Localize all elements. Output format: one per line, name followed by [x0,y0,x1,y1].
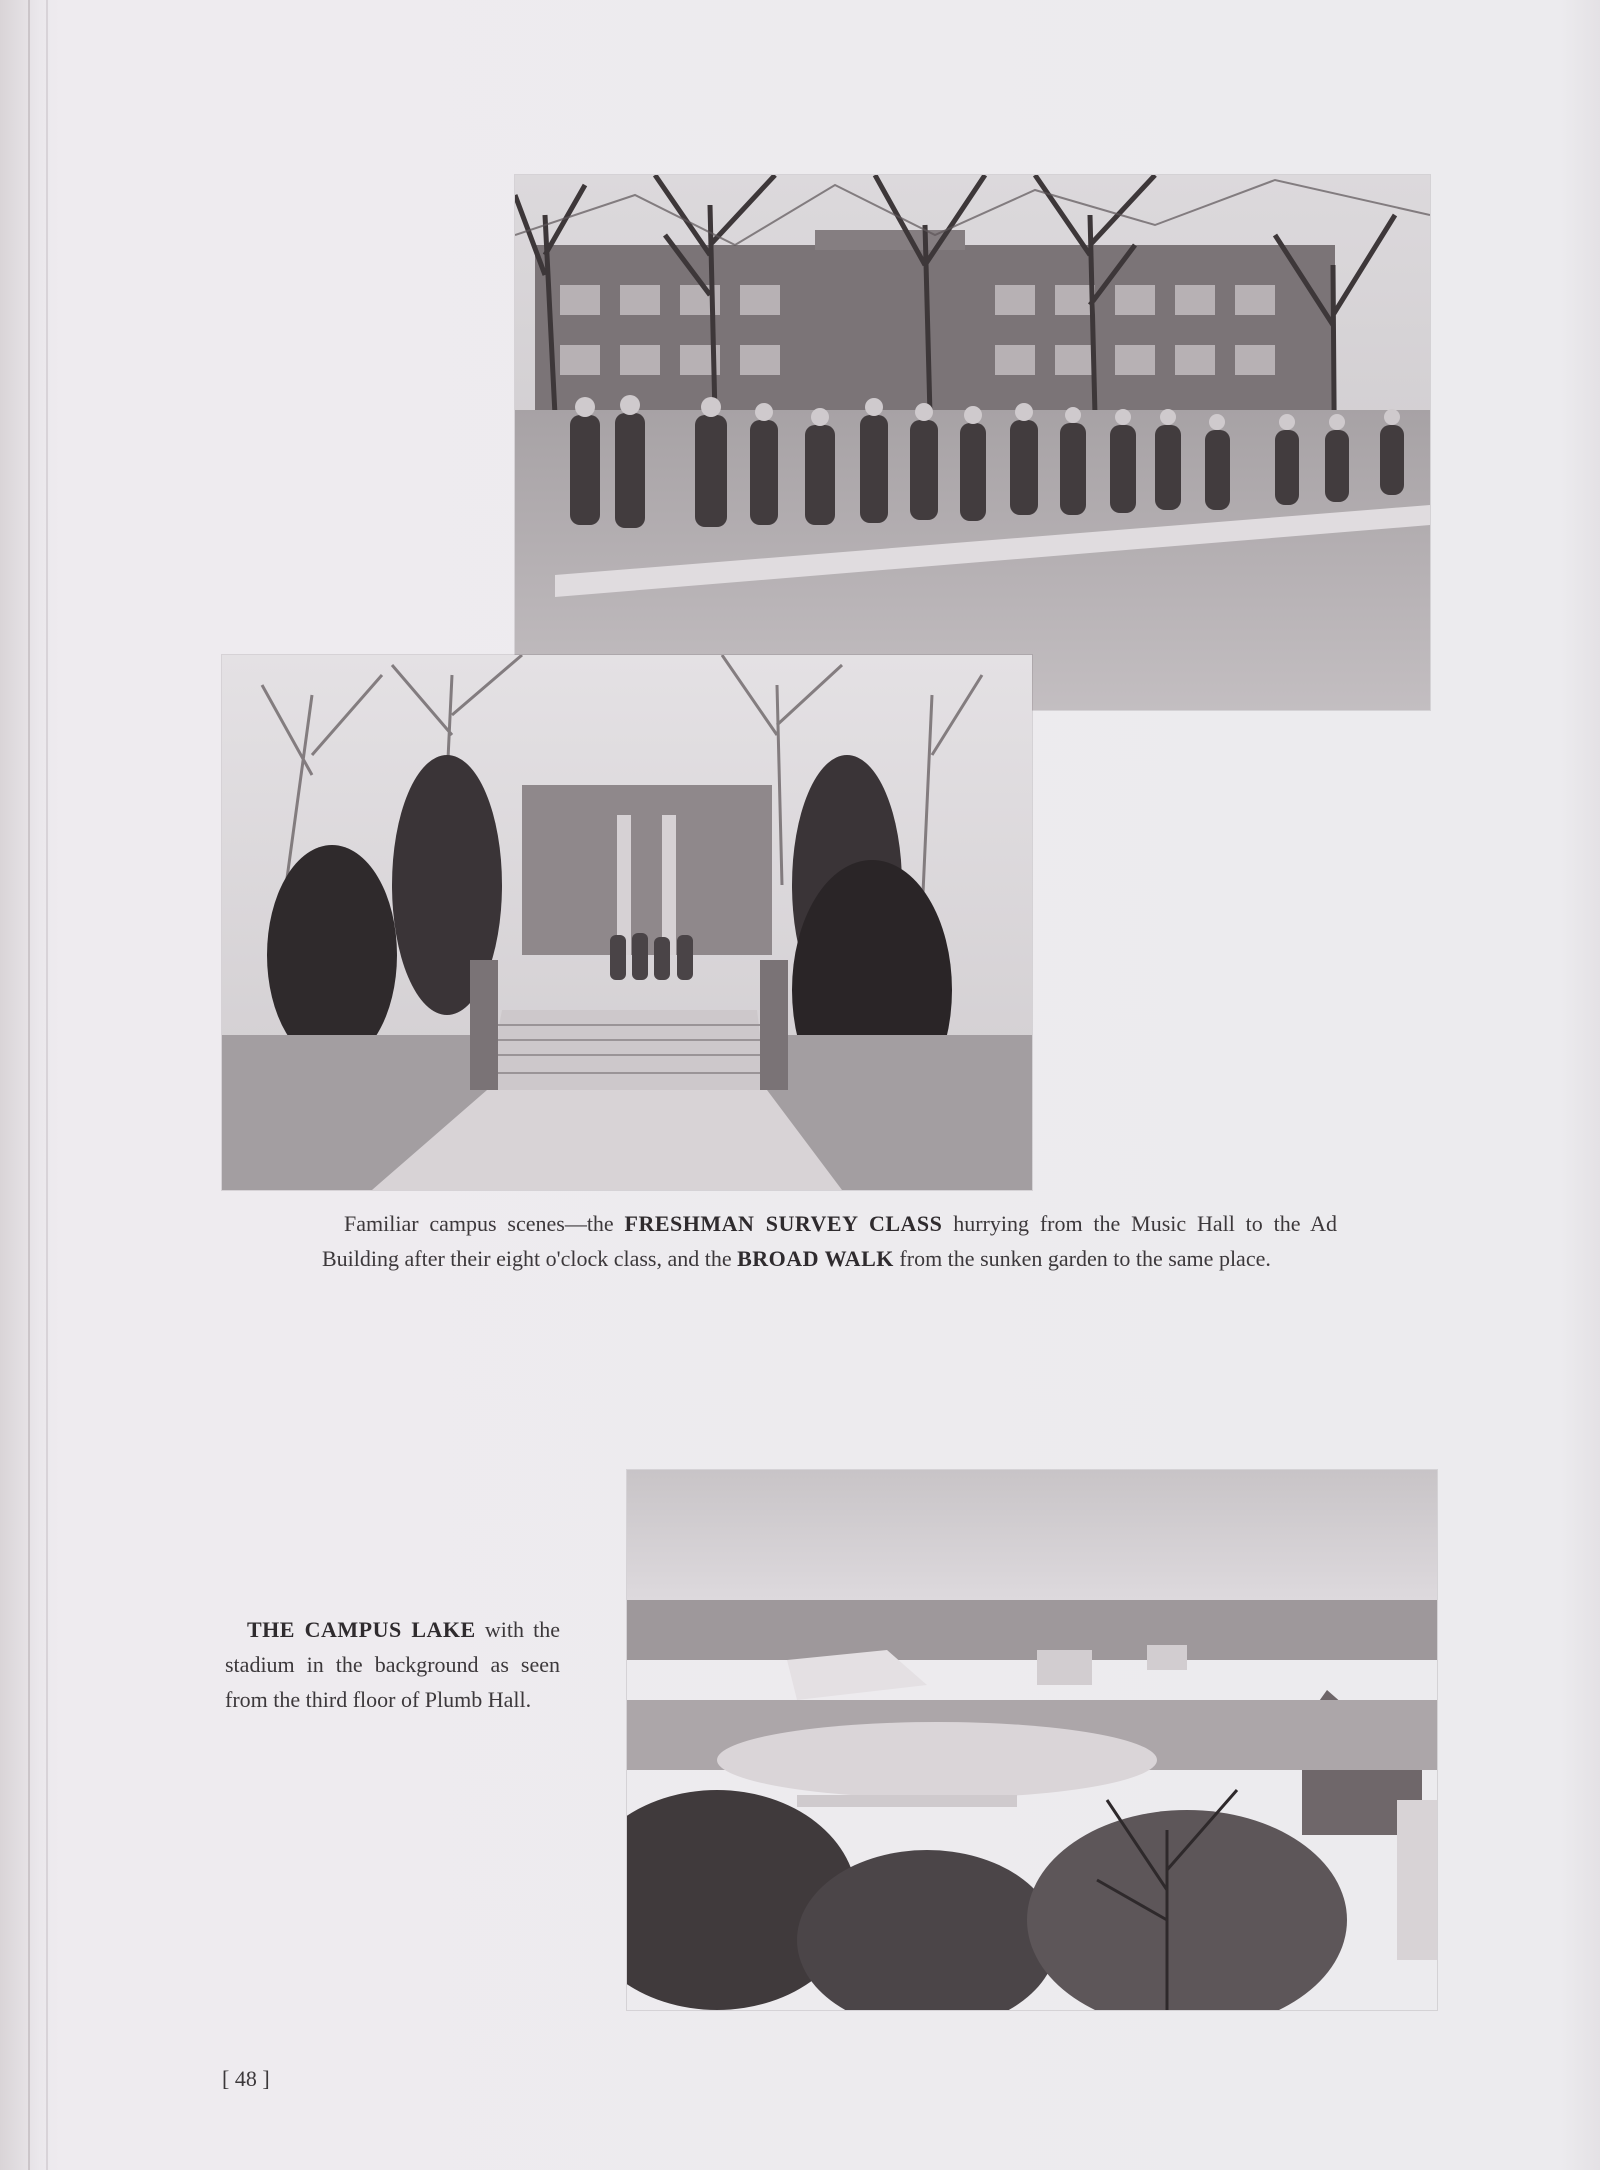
photo-broad-walk [222,655,1032,1190]
caption-bold-broad-walk: BROAD WALK [737,1246,894,1271]
caption-campus-lake [225,1612,560,1717]
caption-middle: hurrying from the Music Hall to the Ad Building after their eight o'clock class, and the [322,1211,1338,1271]
caption-bold-campus-lake: THE CAMPUS LAKE [247,1617,476,1642]
page-edge [46,0,48,2170]
photo-campus-lake [627,1470,1437,2010]
caption-intro: Familiar campus scenes—the [344,1211,614,1236]
page-edge [28,0,30,2170]
caption-campus-scenes [322,1206,1337,1276]
caption-lake-rest: with the stadium in the background as seen from the third floor of Plumb Hall. [225,1617,560,1712]
photo-freshman-survey-class [515,175,1430,710]
caption-end: from the sunken garden to the same place. [899,1246,1271,1271]
caption-bold-freshman-survey: FRESHMAN SURVEY CLASS [624,1211,943,1236]
page-number: [ 48 ] [222,2066,270,2091]
